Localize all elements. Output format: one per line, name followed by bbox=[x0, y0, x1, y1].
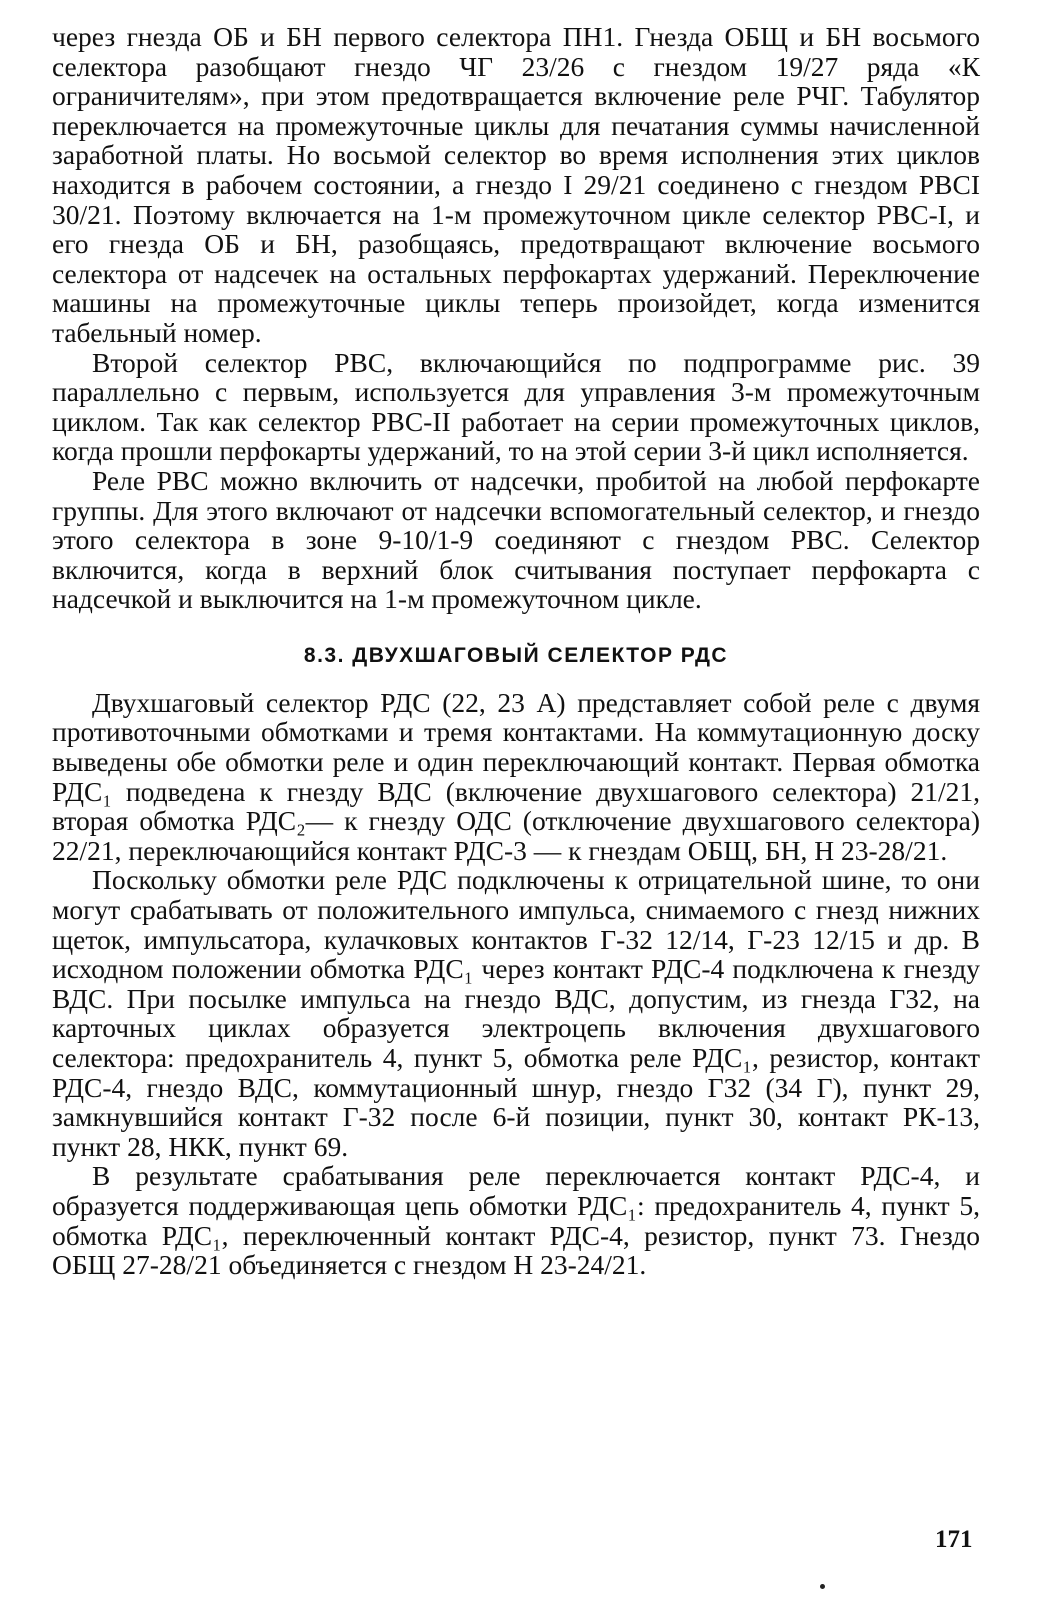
paragraph-continued: через гнезда ОБ и БН первого селектора ПН1. Гнезда ОБЩ и БН восьмого селектора разобщают гнездо ЧГ 23/26 с гнездом 19/27 ряда «К ограничителям», при этом предотвращается включение реле РЧГ. Табулятор переключается на промежуточные циклы для печатания суммы начисленной заработной платы. Но восьмой селектор во время исполнения этих циклов находится в рабочем состоянии, а гнездо I 29/21 соединено с гнездом РВСI 30/21. Поэтому включается на 1-м промежуточном цикле селектор РВС-I, и его гнезда ОБ и БН, разобщаясь, предотвращают включение восьмого селектора от надсечек на остальных перфокартах удержаний. Переключение машины на промежуточные циклы теперь произойдет, когда изменится табельный номер. bbox=[52, 21, 980, 348]
paragraph-relay-rvs: Реле РВС можно включить от надсечки, пробитой на любой перфокарте группы. Для этого включают от надсечки вспомогательный селектор, и гнездо этого селектора в зоне 9-10/1-9 соединяют с гнездом РВС. Селектор включится, когда в верхний блок считывания поступает перфокарта с надсечкой и выключится на 1-м промежуточном цикле. bbox=[52, 464, 980, 615]
paragraph-rds-windings: Поскольку обмотки реле РДС подключены к отрицательной шине, то они могут срабатывать от положительного импульса, снимаемого с гнезд нижних щеток, импульсатора, кулачковых контактов Г-32 12/14, Г-23 12/15 и др. В исходном положении обмотка РДС₁ через контакт РДС-4 подключена к гнезду ВДС. При посылке импульса на гнездо ВДС, допустим, из гнезда Г32, на карточных циклах образуется электроцепь включения двухшагового селектора: предохранитель 4, пункт 5, обмотка реле РДС₁, резистор, контакт РДС-4, гнездо ВДС, коммутационный шнур, гнездо Г32 (34 Г), пункт 29, замкнувшийся контакт Г-32 после 6-й позиции, пункт 30, контакт РК-13, пункт 28, НКК, пункт 69. bbox=[52, 864, 980, 1162]
paragraph-second-selector: Второй селектор РВС, включающийся по подпрограмме рис. 39 параллельно с первым, используется для управления 3-м промежуточным циклом. Так как селектор РВС-II работает на серии промежуточных циклов, когда прошли перфокарты удержаний, то на этой серии 3-й цикл исполняется. bbox=[52, 346, 980, 467]
paragraph-rds-result: В результате срабатывания реле переключается контакт РДС-4, и образуется поддерживающая цепь обмотки РДС₁: предохранитель 4, пункт 5, обмотка РДС₁, переключенный контакт РДС-4, резистор, пункт 73. Гнездо ОБЩ 27-28/21 объединяется с гнездом Н 23-24/21. bbox=[52, 1160, 980, 1281]
print-speck bbox=[820, 1584, 825, 1589]
page-body bbox=[52, 22, 980, 1280]
paragraph-rds-description: Двухшаговый селектор РДС (22, 23 А) представляет собой реле с двумя противоточными обмотками и тремя контактами. На коммутационную доску выведены обе обмотки реле и один переключающий контакт. Первая обмотка РДС₁ подведена к гнезду ВДС (включение двухшагового селектора) 21/21, вторая обмотка РДС₂— к гнезду ОДС (отключение двухшагового селектора) 22/21, переключающийся контакт РДС-3 — к гнездам ОБЩ, БН, Н 23-28/21. bbox=[52, 686, 980, 866]
section-heading: 8.3. ДВУХШАГОВЫЙ СЕЛЕКТОР РДС bbox=[303, 643, 729, 667]
page-number: 171 bbox=[935, 1526, 973, 1553]
